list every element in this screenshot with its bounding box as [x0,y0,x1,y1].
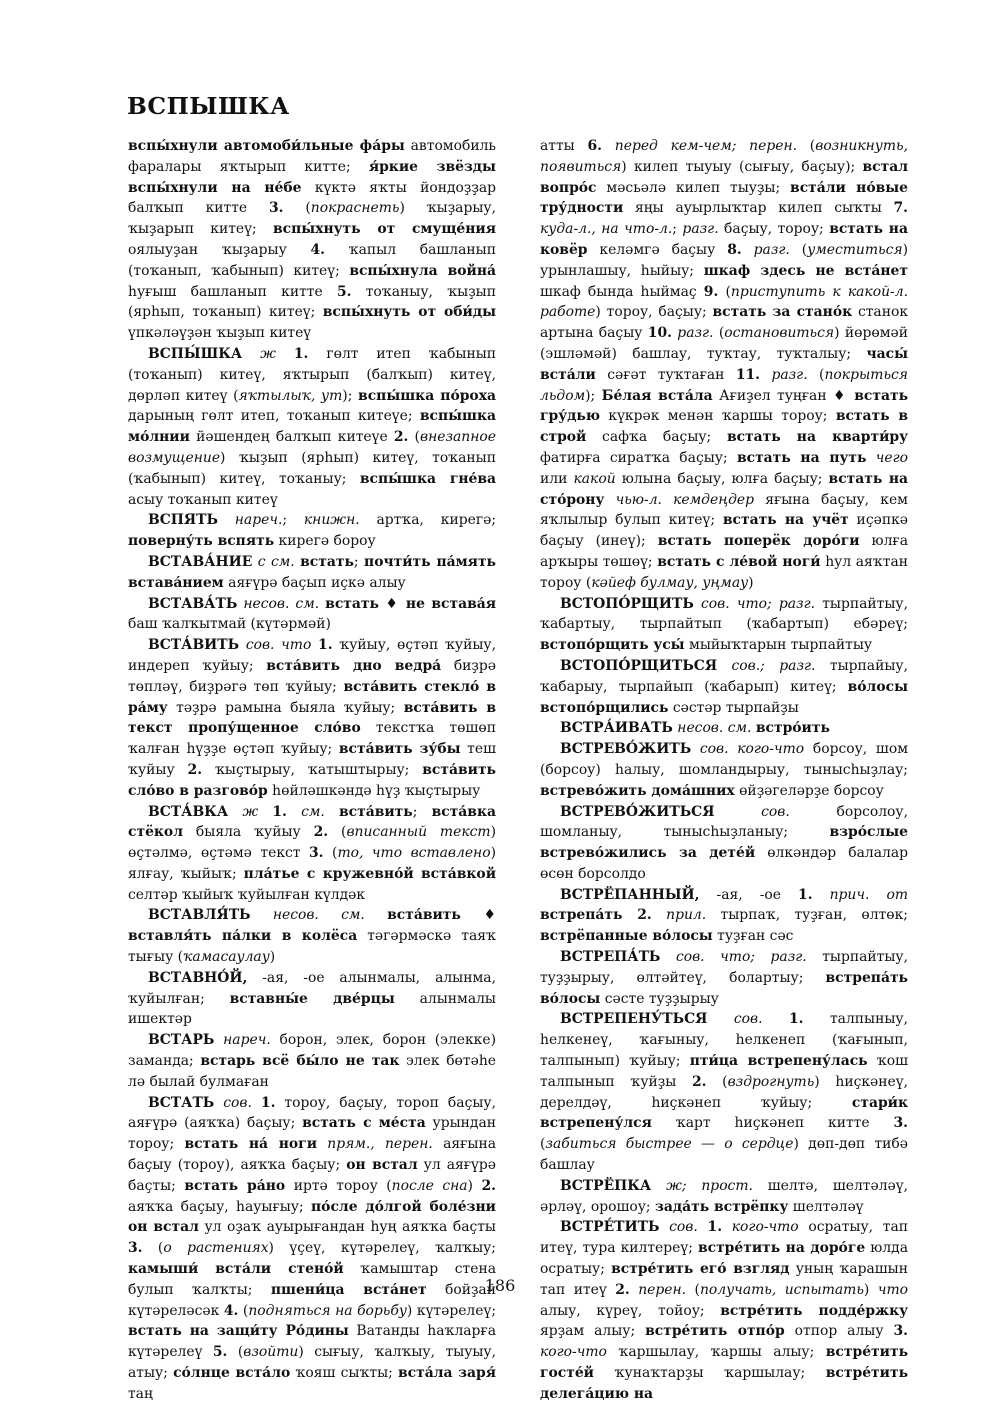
dictionary-entry: ВСТАТЬ сов. 1. тороу, баҫыу, тороп баҫыу, аяғүрә (аяҡҡа) баҫыу; встать с ме́ста урындан тороу; встать на́ ноги прям., перен. аяғына баҫыу (тороу), аяҡҡа баҫыу; он встал ул аяғүрә баҫты; встать ра́но иртә тороу (после сна) 2. аяҡҡа баҫыу, һауығыу; по́сле до́лгой боле́зни он встал ул оҙаҡ ауырығандан һуң аяҡҡа баҫты 3. (о растениях) үҫеү, күтәрелеү, ҡалҡыу; камыши́ вста́ли стено́й ҡамыштар стена булып ҡалҡты; пшени́ца вста́нет бойҙай күтәреләсәк 4. (подняться на борьбу) күтәрелеү; встать на защи́ту Ро́дины Ватанды һаҡларға күтәрелеү 5. (взойти) сығыу, ҡалҡыу, тыуыу, атыу; со́лнце вста́ло ҡояш сыҡты; вста́ла заря́ таң [128,1094,497,1402]
dictionary-entry: ВСТРЁПАННЫЙ, -ая, -ое 1. прич. от встрепа́ть 2. прил. тырпаҡ, туҙған, өлтөк; встрёпанные во́лосы туҙған сәс [540,886,908,945]
right-column [540,136,908,1405]
dictionary-entry: ВСТРЕВО́ЖИТЬ сов. кого-что борсоу, шом (борсоу) һалыу, шомландырыу, тынысһыҙлау; встрево́жить дома́шних өйҙәгеләрҙе борсоу [540,741,908,799]
entry-continuation: вспы́хнули автомоби́льные фа́ры автомобиль фаралары яҡтырып китте; я́ркие звёзды вспы́хнули на не́бе күктә яҡты йондоҙҙар балҡып китте 3. (покраснеть) ҡыҙарыу, ҡыҙарып китеү; вспы́хнуть от смуще́ния оялыуҙан ҡыҙарыу 4. ҡапыл башланып (тоҡанып, ҡабынып) китеү; вспы́хнула война́ һуғыш башланып китте 5. тоҡаныу, ҡыҙып (ярһып, тоҡанып) китеү; вспы́хнуть от оби́ды үпкәләүҙән ҡыҙып китеү [128,138,496,342]
dictionary-entry: ВСТРЕПА́ТЬ сов. что; разг. тырпайтыу, туҙҙырыу, өлтәйтеү, болартыу; встрепа́ть во́лосы сәсте туҙҙырыу [540,949,908,1007]
dictionary-entry: ВСТАВА́ТЬ несов. см. встать ♦ не встава́я баш ҡалҡытмай (күтәрмәй) [128,595,497,633]
dictionary-entry: ВСТАВА́НИЕ с см. встать; почти́ть па́мять встава́нием аяғүрә баҫып иҫкә алыу [128,553,496,591]
dictionary-entry: ВСТРЕВО́ЖИТЬСЯ сов. борсолоу, шомланыу, тынысһыҙланыу; взро́слые встрево́жились за дете́й өлкәндәр балалар өсөн борсолдо [540,803,908,882]
dictionary-entry: ВСПЯТЬ нареч.; книжн. артҡа, кирегә; поверну́ть вспять кирегә бороу [128,512,496,550]
dictionary-entry: ВСТА́ВИТЬ сов. что 1. ҡуйыу, өҫтәп ҡуйыу, индереп ҡуйыу; вста́вить дно ведра́ биҙрә төпләү, биҙрәгә төп ҡуйыу; вста́вить стекло́ в ра́му тәҙрә рамына быяла ҡуйыу; вста́вить в текст пропу́щенное сло́во текстҡа төшөп ҡалған һүҙҙе өҫтәп ҡуйыу; вста́вить зу́бы теш ҡуйыу 2. ҡыҫтырыу, ҡатыштырыу; вста́вить сло́во в разгово́р һөйләшкәндә һүҙ ҡыҫтырыу [128,637,497,799]
left-column [128,136,496,1405]
page-number: 186 [484,1276,516,1295]
dictionary-entry: ВСТАВНО́Й, -ая, -ое алынмалы, алынма, ҡуйылған; вставны́е две́рцы алынмалы ишектәр [128,969,496,1028]
dictionary-entry: ВСТОПО́РЩИТЬСЯ сов.; разг. тырпайыу, ҡабарыу, тырпайып (ҡабарып) китеү; во́лосы встопо́рщились сәстәр тырпайҙы [540,657,908,716]
dictionary-entry: ВСТРА́ИВАТЬ несов. см. встро́ить [560,720,830,737]
dictionary-entry: ВСТРЕПЕНУ́ТЬСЯ сов. 1. талпыныу, һелкенеү, ҡағыныу, һелкенеп (ҡағынып, талпынып) ҡуйыу; пти́ца встрепену́лась ҡош талпынып ҡуйҙы 2. (вздрогнуть) һиҫкәнеү, дерелдәү, һиҫкәнеп ҡуйыу; стари́к встрепену́лся ҡарт һиҫкәнеп китте 3. (забиться быстрее — о сердце) дөп-дөп тибә башлау [540,1011,908,1174]
dictionary-entry: ВСТАВЛЯ́ТЬ несов. см. вста́вить ♦ вставля́ть па́лки в колёса тәгәрмәскә таяҡ тығыу (ҡамасаулау) [128,907,497,966]
entry-continuation: атты 6. перед кем-чем; перен. (возникнуть, появиться) килеп тыуыу (сығыу, баҫыу); встал вопро́с мәсьәлә килеп тыуҙы; вста́ли но́вые тру́дности яңы ауырлыҡтар килеп сыҡты 7. куда-л., на что-л.; разг. баҫыу, тороу; встать на ковёр келәмгә баҫыу 8. разг. (уместиться) урынлашыу, һыйыу; шкаф здесь не вста́нет шкаф бында һыймаҫ 9. (приступить к какой-л. работе) тороу, баҫыу; встать за стано́к станок артына баҫыу 10. разг. (остановиться) йөрөмәй (эшләмәй) башлау, туҡтау, туҡталыу; часы́ вста́ли сәғәт туҡтаған 11. разг. (покрыться льдом); Бе́лая вста́ла Ағиҙел туңған ♦ встать гру́дью күкрәк менән ҡаршы тороу; встать в строй сафҡа баҫыу; встать на кварти́ру фатирға сиратҡа баҫыу; встать на путь чего или какой юлына баҫыу, юлға баҫыу; встать на сто́рону чью-л. кемдеңдер яғына баҫыу, кем яҡлылыр булып китеү; встать на учёт иҫәпкә баҫыу (инеү); встать поперёк доро́ги юлға арҡыры төшөү; встать с ле́вой ноги́ һул аяҡтан тороу (кәйеф булмау, уңмау) [540,138,909,591]
dictionary-entry: ВСПЫ́ШКА ж 1. гөлт итеп ҡабынып (тоҡанып) китеү, яҡтырып (балҡып) китеү, дөрләп китеү (яҡтылыҡ, ут); вспы́шка по́роха дарының гөлт итеп, тоҡанып китеүе; вспы́шка мо́лнии йәшендең балҡып китеүе 2. (внезапное возмущение) ҡыҙып (ярһып) китеү, тоҡанып (ҡабынып) китеү, тоҡаныу; вспы́шка гне́ва асыу тоҡанып китеү [128,345,497,508]
dictionary-entry: ВСТОПО́РЩИТЬ сов. что; разг. тырпайтыу, ҡабартыу, тырпайтып (ҡабартып) ебәреү; встопо́рщить усы́ мыйыҡтарын тырпайтыу [540,595,908,654]
dictionary-entry: ВСТА́ВКА ж 1. см. вста́вить; вста́вка стёкол быяла ҡуйыу 2. (вписанный текст) өҫтәлмә, өҫтәмә текст 3. (то, что вставлено) ялғау, ҡыйыҡ; пла́тье с кружевно́й вста́вкой селтәр ҡыйыҡ ҡуйылған күлдәк [128,803,496,903]
running-header: ВСПЫШКА [127,92,290,120]
dictionary-entry: ВСТРЁПКА ж; прост. шелтә, шелтәләү, әрләү, орошоу; зада́ть встрёпку шелтәләү [540,1177,909,1215]
dictionary-entry: ВСТАРЬ нареч. борон, элек, борон (элекке) заманда; встарь всё бы́ло не так элек бөтәһе лә былай булмаған [128,1032,496,1090]
dictionary-entry: ВСТРЕ́ТИТЬ сов. 1. кого-что осратыу, тап итеү, тура килтереү; встре́тить на доро́ге юлда осратыу; встре́тить его́ взгляд уның ҡарашын тап итеү 2. перен. (получать, испытать) что алыу, күреү, тойоу; встре́тить подде́ржку ярҙам алыу; встре́тить отпо́р отпор алыу 3. кого-что ҡаршылау, ҡаршы алыу; встре́тить госте́й ҡунаҡтарҙы ҡаршылау; встре́тить делега́цию на [540,1219,908,1402]
